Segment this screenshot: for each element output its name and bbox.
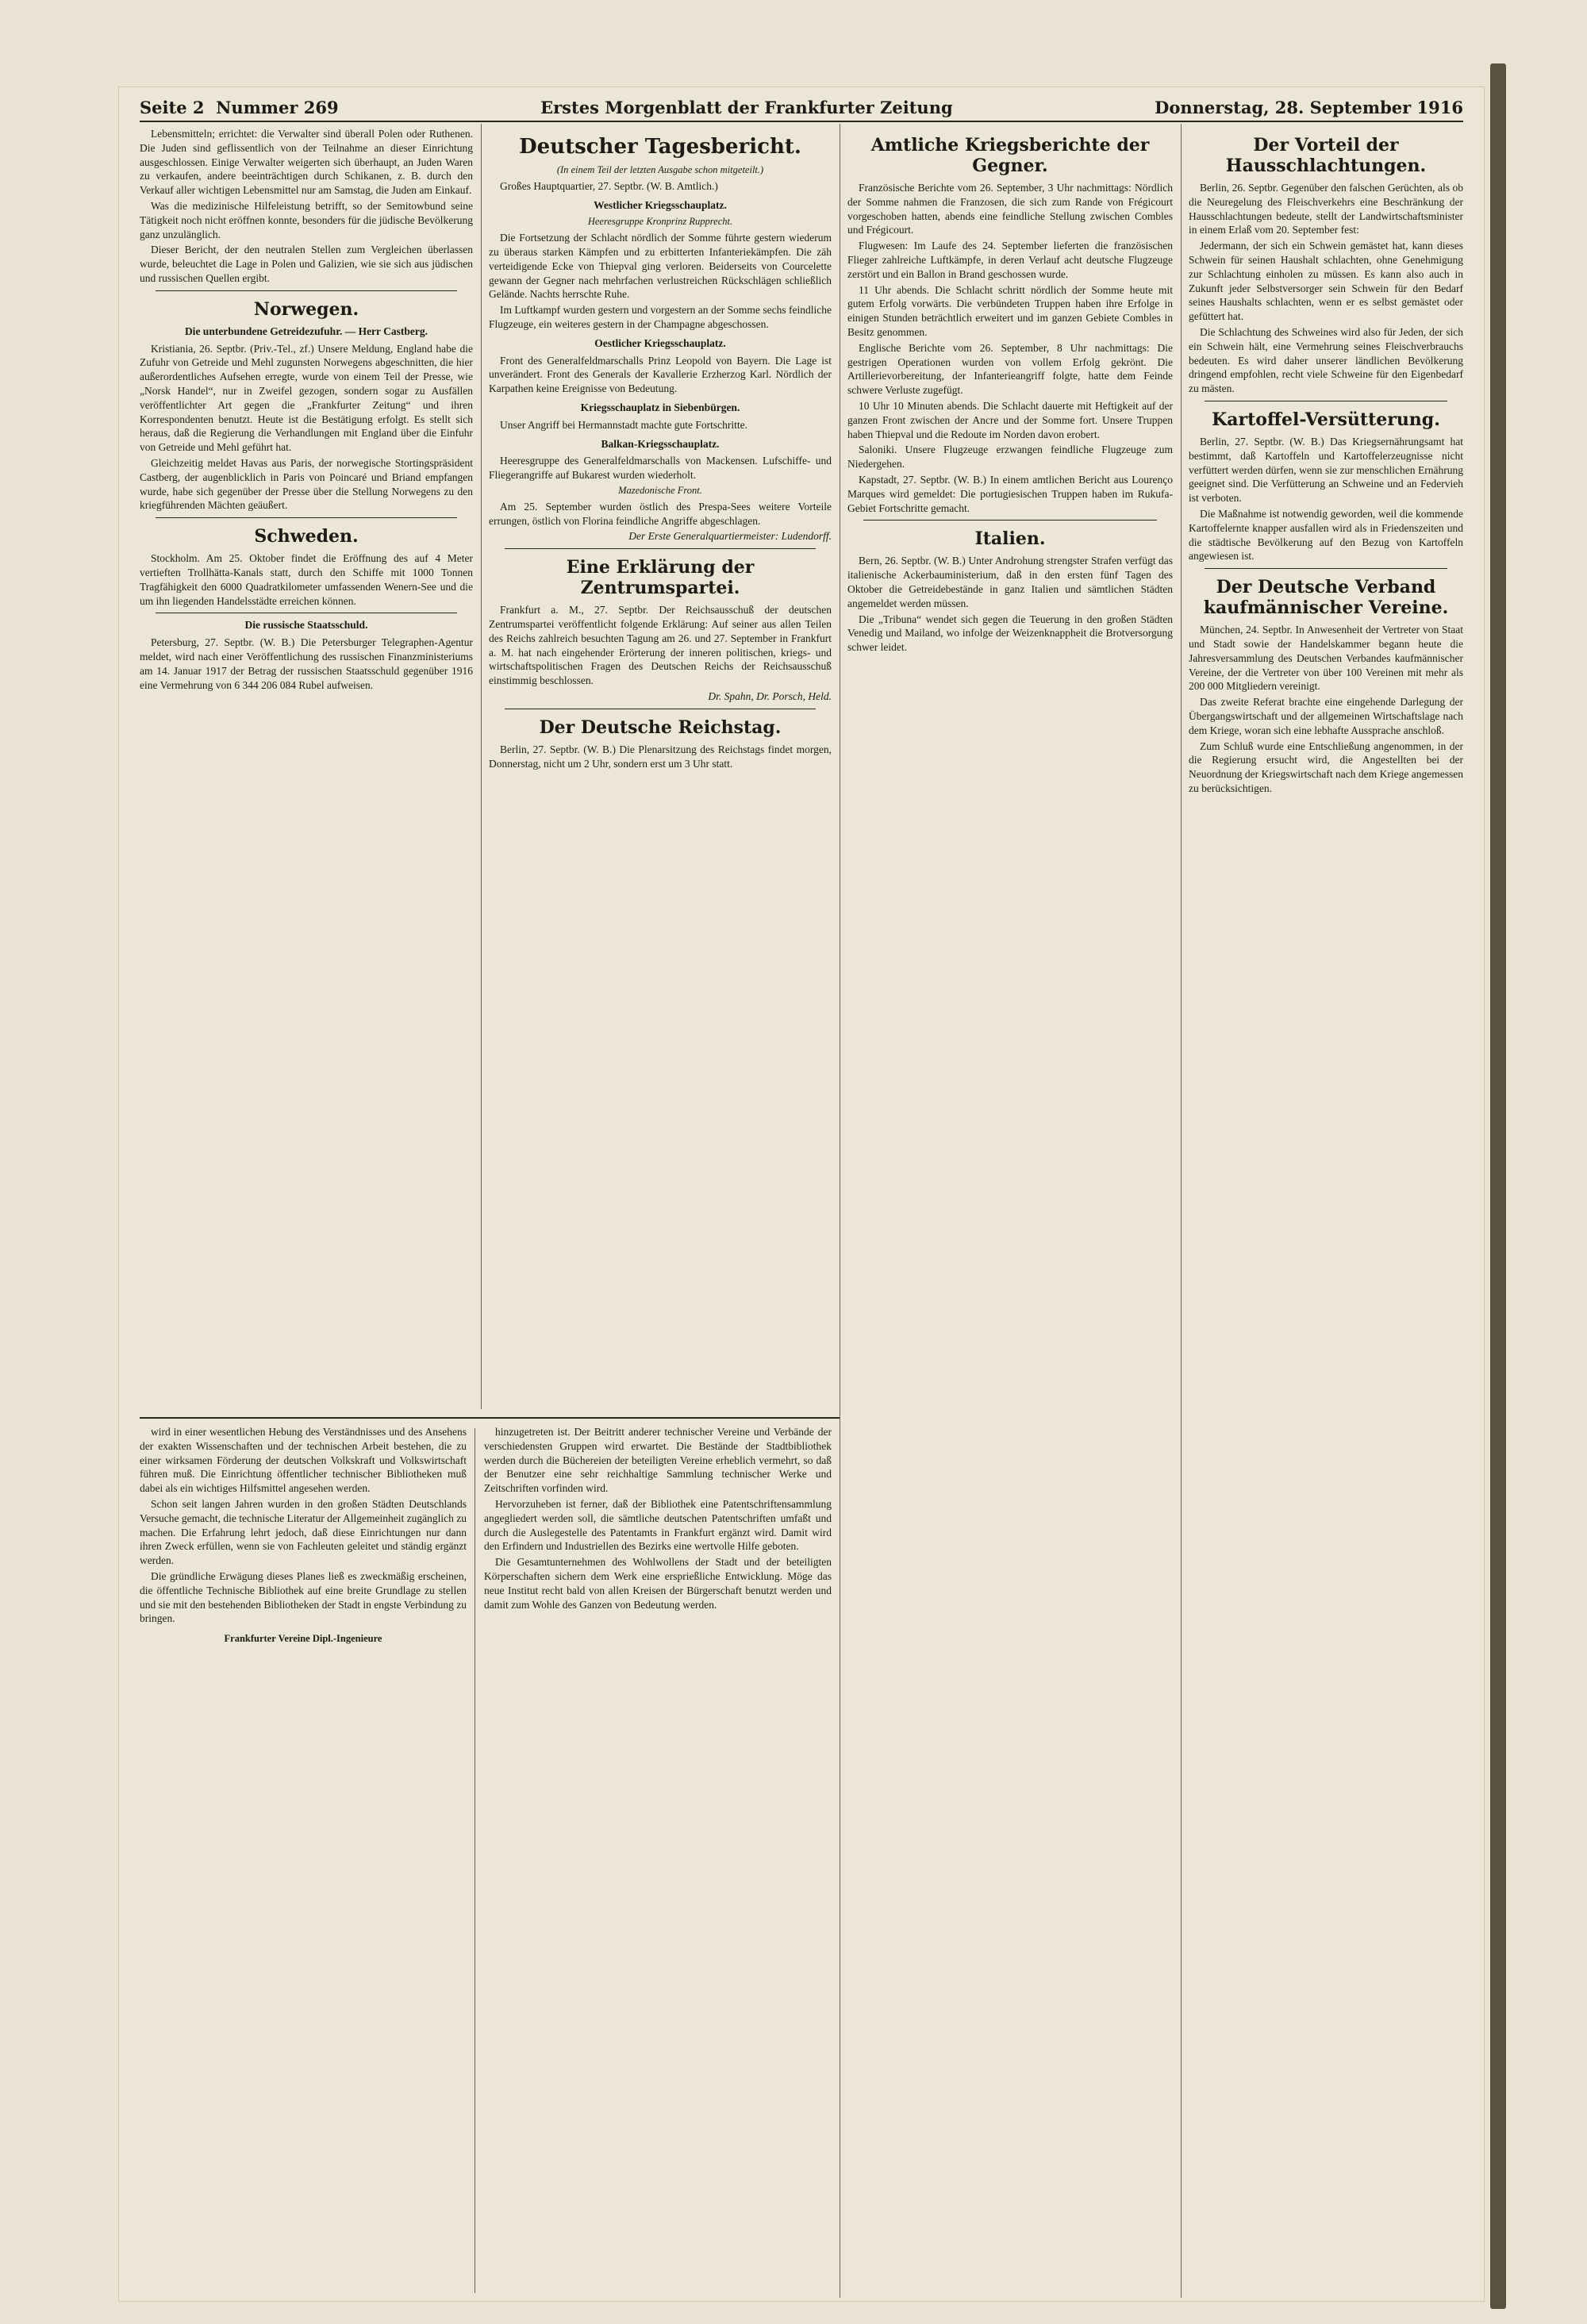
article-text: Saloniki. Unsere Flugzeuge erzwangen feindliche Flugzeuge zum Niedergehen.: [847, 444, 1173, 471]
article-text: Kristiania, 26. Septbr. (Priv.-Tel., zf.) Unsere Meldung, England habe die Zufuhr von Getreide und Mehl zugunsten Norwegens abgeschnitten, die hier außerordentliches Aufsehen erregte, wurde von einem Teil der Presse, wie „Norsk Handel“, nur in Zweifel gezogen, sondern sogar zu Ausfällen veröffentlichter Art gegen die „Frankfurter Zeitung“ und ihren Korrespondenten benutzt. Heute ist die Bestätigung erfolgt. Es stellt sich heraus, daß die Regierung die Verhandlungen mit England über die Einfuhr von Getreide und Mehl geführt hat.: [140, 342, 473, 454]
article-text: 10 Uhr 10 Minuten abends. Die Schlacht dauerte mit Heftigkeit auf der ganzen Front zwischen der Ancre und der Somme fort. Unsere Truppen haben Thiepval und die Redoute im Norden davon erobert.: [847, 399, 1173, 440]
article-text: Französische Berichte vom 26. September, 3 Uhr nachmittags: Nördlich der Somme nahmen die Franzosen, die sich zum Rande von Frégicourt vorgeschoben hatten, abends eine feindliche Stellung zwischen Combles und Frégicourt.: [847, 182, 1173, 236]
section-heading: Amtliche Kriegsberichte der Gegner.: [870, 135, 1150, 176]
front-label: Mazedonische Front.: [618, 484, 702, 496]
issue-date: Donnerstag, 28. September 1916: [1155, 97, 1463, 117]
article-text: Englische Berichte vom 26. September, 8 Uhr nachmittags: Die gestrigen Operationen wurden von vollem Erfolg gekrönt. Die Artillerievorbereitung, der Infanterieangriff folgte, hatte dem Feinde schwere Verluste zugefügt.: [847, 341, 1173, 397]
section-heading: Norwegen.: [253, 298, 359, 320]
paper-title: Erstes Morgenblatt der Frankfurter Zeitung: [540, 97, 953, 117]
editorial-note: (In einem Teil der letzten Ausgabe schon mitgeteilt.): [556, 164, 764, 175]
rule: [156, 517, 457, 518]
article-text: Stockholm. Am 25. Oktober findet die Eröffnung des auf 4 Meter vertieften Trollhätta-Kanals statt, durch den Schiffe mit 1000 Tonnen Tragfähigkeit den 6000 Quadratkilometer umfassenden Wenern-See und die um ihn liegenden Handelsstädte erreichen können.: [140, 552, 473, 607]
section-heading: Deutscher Tagesbericht.: [519, 135, 801, 159]
article-text: wird in einer wesentlichen Hebung des Verständnisses und des Ansehens der exakten Wissenschaften und der technischen Arbeit bestehen, die zu einer wirksamen Förderung der deutschen Volkskraft und Volkswirtschaft führen muß. Die Einrichtung öffentlicher technischer Bibliotheken muß dabei als ein wichtiges Hilfsmittel angesehen werden.: [140, 1426, 467, 1495]
article-text: Heeresgruppe des Generalfeldmarschalls von Mackensen. Lufschiffe- und Fliegerangriffe auf Bukarest wurden wiederholt.: [489, 455, 832, 482]
article-text: Lebensmitteln; errichtet: die Verwalter sind überall Polen oder Ruthenen. Die Juden sind geflissentlich von der Teilnahme an dieser Einrichtung ausgeschlossen. Einige Verwalter weigerten sich überhaupt, an Juden Waren zu verkaufen, andere beeinträchtigen durch Schikanen, z. B. durch den Verkauf aller wichtigen Lebensmittel nur am Samstag, die Juden am Einkauf.: [140, 128, 473, 197]
article-text: Jedermann, der sich ein Schwein gemästet hat, kann dieses Schwein für seinen Haushalt schlachten, ohne Genehmigung zur Schlachtung einholen zu müssen. Es kann also auch in Zukunft jeder Selbstversorger sein Schwein für den Bedarf seines Haushalts schlachten, wenn er es selbst gemästet oder gefüttert hat.: [1189, 240, 1463, 323]
article-text: München, 24. Septbr. In Anwesenheit der Vertreter von Staat und Stadt sowie der Handelskammer begann heute die Jahresversammlung des Deutschen Verbandes kaufmännischer Vereine, der die Vertreter von über 100 Vereinen mit mehr als 200 000 Mitgliedern vereinigt.: [1189, 624, 1463, 693]
column-3: [847, 127, 1173, 2293]
article-text: Kapstadt, 27. Septbr. (W. B.) In einem amtlichen Bericht aus Lourenço Marques wird gemeldet: Die portugiesischen Truppen haben im Rukufa-Gebiet Fortschritte gemacht.: [847, 473, 1173, 514]
column-divider: [1181, 124, 1182, 2298]
article-text: Die gründliche Erwägung dieses Planes ließ es zweckmäßig erscheinen, die öffentliche Technische Bibliothek auf eine breite Grundlage zu stellen und sie mit den bestehenden Bibliotheken der Stadt in engste Verbindung zu bringen.: [140, 1569, 467, 1625]
article-subheading: Die unterbundene Getreidezufuhr. — Herr Castberg.: [184, 325, 428, 337]
signature: Der Erste Generalquartiermeister: Ludendorff.: [628, 530, 832, 543]
column-1: [140, 127, 473, 1408]
section-heading: Der Vorteil der Hausschlachtungen.: [1225, 135, 1427, 176]
article-text: Die „Tribuna“ wendet sich gegen die Teuerung in den großen Städten Venedig und Mailand, wo infolge der Weizenknappheit die Brotversorgung schwer leidet.: [847, 613, 1173, 654]
article-text: Dieser Bericht, der den neutralen Stellen zum Vergleichen überlassen wurde, beleuchtet die Lage in Polen und Galizien, wie sie sich aus jüdischen und russischen Quellen ergibt.: [140, 244, 473, 284]
section-heading: Schweden.: [254, 526, 359, 547]
article-text: Am 25. September wurden östlich des Prespa-Sees weitere Vorteile errungen, östlich von Florina feindliche Angriffe abgeschlagen.: [489, 500, 832, 527]
article-text: Flugwesen: Im Laufe des 24. September lieferten die französischen Flieger zahlreiche Luftkämpfe, in deren Verlauf acht deutsche Flugzeuge zerstört und ein Ballon in Brand geschossen wurde.: [847, 240, 1173, 280]
article-subheading: Die russische Staatsschuld.: [244, 619, 368, 632]
article-subheading: Balkan-Kriegsschauplatz.: [601, 437, 720, 450]
section-divider: [140, 1417, 840, 1419]
article-text: Petersburg, 27. Septbr. (W. B.) Die Petersburger Telegraphen-Agentur meldet, wird nach einer Veröffentlichung des russischen Finanzministeriums am 14. Januar 1917 der Betrag der russischen Staatsschuld gegenüber 1916 eine Vermehrung von 6 344 206 084 Rubel aufweisen.: [140, 636, 473, 691]
article-text: Frankfurt a. M., 27. Septbr. Der Reichsausschuß der deutschen Zentrumspartei veröffentlicht folgende Erklärung: Auf seiner aus allen Teilen des Reichs zahlreich besuchten Tagung am 26. und 27. September in Frankfurt a. M. hat nach eingehender Erörterung der inneren politischen, kriegs- und wirtschaftspolitischen Fragen des Deutschen Reichs der Reichsausschuß einstimmig beschlossen.: [489, 604, 832, 687]
section-heading: Kartoffel-Versütterung.: [1212, 409, 1440, 430]
masthead: [140, 94, 1463, 122]
article-text: Berlin, 26. Septbr. Gegenüber den falschen Gerüchten, als ob die Neuregelung des Fleischverkehrs eine Beschränkung der Hausschlachtungen bedeute, stellt der Landwirtschaftsminister in einem Erlaß vom 20. September fest:: [1189, 182, 1463, 236]
article-text: Das zweite Referat brachte eine eingehende Darlegung der Übergangswirtschaft und der allgemeinen Wirtschaftslage nach dem Kriege, woran sich eine lebhafte Aussprache anschloß.: [1189, 696, 1463, 736]
section-heading: Italien.: [974, 528, 1046, 550]
article-text: Bern, 26. Septbr. (W. B.) Unter Androhung strengster Strafen verfügt das italienische Ackerbauministerium, daß in den ersten fünf Tagen des Oktober die Getreidebestände in ganz Italien und sämtlichen Städten angemeldet werden müssen.: [847, 555, 1173, 609]
page-edge: [1490, 63, 1506, 2309]
article-text: hinzugetreten ist. Der Beitritt anderer technischer Vereine und Verbände der verschiedensten Gruppen wird erwartet. Die Bestände der Stadtbibliothek werden durch die Büchereien der beteiligten Vereine erheblich vermehrt, so daß der Benutzer eine sehr reichhaltige Sammlung technischer Werke und Zeitschriften vorfinden wird.: [484, 1426, 832, 1495]
rule: [1205, 568, 1447, 569]
article-text: Im Luftkampf wurden gestern und vorgestern an der Somme sechs feindliche Flugzeuge, ein weiteres gestern in der Champagne abgeschossen.: [489, 304, 832, 330]
army-group: Heeresgruppe Kronprinz Rupprecht.: [587, 216, 733, 228]
article-text: Gleichzeitig meldet Havas aus Paris, der norwegische Stortingspräsident Castberg, der augenblicklich in Paris von Poincaré und Briand empfangen wurde, habe sich gegenüber der Presse über die Stellung Norwegens zu den kriegführenden Mächten geäußert.: [140, 456, 473, 512]
section-heading: Eine Erklärung der Zentrumspartei.: [566, 557, 755, 599]
article-text: Unser Angriff bei Hermannstadt machte gute Fortschritte.: [500, 418, 748, 431]
article-text: Berlin, 27. Septbr. (W. B.) Die Plenarsitzung des Reichstags findet morgen, Donnerstag, nicht um 2 Uhr, sondern erst um 3 Uhr statt.: [489, 743, 832, 770]
article-subheading: Kriegsschauplatz in Siebenbürgen.: [580, 401, 740, 413]
article-text: Front des Generalfeldmarschalls Prinz Leopold von Bayern. Die Lage ist unverändert. Front des Generals der Kavallerie Erzherzog Karl. Nördlich der Karpathen keine Ereignisse von Bedeutung.: [489, 354, 832, 395]
rule: [156, 290, 457, 291]
page-number-label: Seite 2 Nummer 269: [140, 97, 339, 117]
section-heading: Der Deutsche Verband kaufmännischer Vereine.: [1203, 577, 1449, 619]
article-text: Zum Schluß wurde eine Entschließung angenommen, in der die Regierung ersucht wird, die Angestellten bei der Neuordnung der Kriegswirtschaft nach dem Kriege angemessen zu berücksichtigen.: [1189, 739, 1463, 794]
article-text: Berlin, 27. Septbr. (W. B.) Das Kriegsernährungsamt hat bestimmt, daß Kartoffeln und Kartoffelerzeugnisse nicht verfüttert werden dürfen, wenn sie zur menschlichen Ernährung geeignet sind. Die Verfütterung an Schweine und an Federvieh ist verboten.: [1189, 435, 1463, 505]
article-subheading: Oestlicher Kriegsschauplatz.: [594, 336, 726, 349]
article-text: Schon seit langen Jahren wurden in den großen Städten Deutschlands Versuche gemacht, die technische Literatur der Allgemeinheit zugänglich zu machen. Die Erfahrung lehrt jedoch, daß diese Einrichtungen nur dann ihren Zweck erfüllen, wenn sie von Fachleuten geleitet und ständig ergänzt werden.: [140, 1497, 467, 1567]
lower-column-1: [140, 1425, 467, 2290]
column-4: [1189, 127, 1463, 2293]
column-divider: [481, 124, 482, 1409]
article-text: Was die medizinische Hilfeleistung betrifft, so der Semitowbund seine Tätigkeit noch nicht eröffnen konnte, besonders für die jüdische Bevölkerung ganz unzulänglich.: [140, 199, 473, 240]
rule: [505, 548, 816, 549]
dateline: Großes Hauptquartier, 27. Septbr. (W. B. Amtlich.): [500, 179, 718, 192]
article-text: 11 Uhr abends. Die Schlacht schritt nördlich der Somme heute mit gutem Erfolg vorwärts. Die verbündeten Truppen haben ihre Erfolge in einigen Stunden beträchtlich erweitert und im ganzen Gebiete Combles in Besitz genommen.: [847, 283, 1173, 338]
article-text: Die Maßnahme ist notwendig geworden, weil die kommende Kartoffelernte knapper ausfallen wird als in Friedenszeiten und die städtische Bevölkerung auf den Bezug von Kartoffeln angewiesen ist.: [1189, 507, 1463, 563]
column-2: [489, 127, 832, 1408]
article-subheading: Westlicher Kriegsschauplatz.: [594, 198, 727, 211]
article-text: Die Gesamtunternehmen des Wohlwollens der Stadt und der beteiligten Körperschaften sichern dem Werk eine ersprießliche Entwicklung. Möge das neue Institut recht bald von allen Kreisen der Bürgerschaft benutzt werden und damit zum Wohle des Ganzen von Bedeutung werden.: [484, 1556, 832, 1611]
lower-column-2: [484, 1425, 832, 2290]
article-text: Die Schlachtung des Schweines wird also für Jeden, der sich ein Schwein hält, eine Vermehrung seines Fleischverbrauchs bedeuten. Es wird daher unserer ländlichen Bevölkerung dringend empfohlen, recht viele Schweine für den Eigenbedarf zu mästen.: [1189, 325, 1463, 395]
section-heading: Der Deutsche Reichstag.: [539, 716, 782, 738]
footer-line: Frankfurter Vereine Dipl.-Ingenieure: [224, 1633, 382, 1645]
signature: Dr. Spahn, Dr. Porsch, Held.: [708, 690, 832, 702]
article-text: Hervorzuheben ist ferner, daß der Bibliothek eine Patentschriftensammlung angegliedert werden soll, die sämtliche deutschen Patentschriften umfaßt und durch die Auslegestelle des Patentamts in Frankfurt ergänzt wird. Damit wird den Erfindern und Industriellen des Bezirks eine wertvolle Hilfe geboten.: [484, 1497, 832, 1553]
article-text: Die Fortsetzung der Schlacht nördlich der Somme führte gestern wiederum zu überaus starken Kämpfen und zu erbitterten Infanteriekämpfen. Die zäh verteidigende Ecke von Thiepval ging verloren. Beiderseits von Courcelette gewann der Gegner nach mehrfachen verlustreichen Rückschlägen schließlich Gelände. Nachts herrschte Ruhe.: [489, 232, 832, 301]
